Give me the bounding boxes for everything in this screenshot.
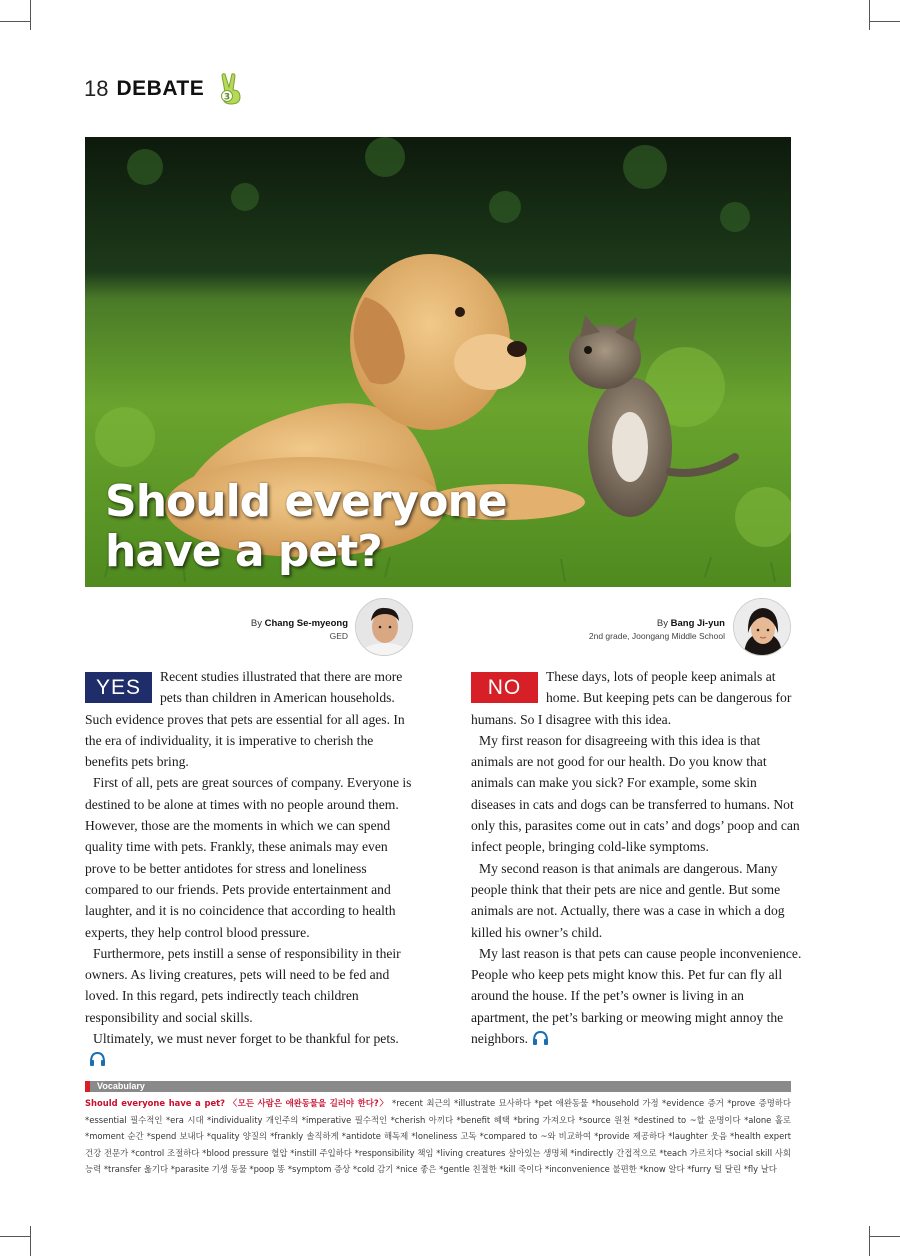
no-paragraph: My second reason is that animals are dangerous. Many people think that their pets are nice and gentle. But some animals are not. Actually, there was a case in which a dog killed his owner’s child. [471, 860, 785, 940]
no-paragraph-text: My last reason is that pets can cause people inconvenience. People who keep pets might know this. Pet fur can fly all around the house. If the pet’s owner is living in an apartment, the pet’s barking or meowing might annoy the neighbors. [471, 945, 802, 1047]
vocabulary-label: Vocabulary [97, 1081, 145, 1091]
yes-paragraph-text: Ultimately, we must never forget to be thankful for pets. [93, 1031, 399, 1047]
crop-mark [30, 0, 31, 30]
no-paragraph-last [471, 943, 803, 1049]
crop-mark [870, 1236, 900, 1237]
yes-byline [251, 618, 348, 641]
no-byline [589, 618, 725, 641]
author-name: Chang Se-myeong [264, 618, 348, 629]
no-tag: NO [471, 672, 538, 703]
author-name: Bang Ji-yun [670, 618, 725, 629]
badge-number: 3 [224, 92, 231, 103]
avatar [355, 598, 413, 656]
crop-mark [0, 1236, 30, 1237]
vocabulary-headline: Should everyone have a pet? 〈모든 사람은 애완동물을 길러야 한다?〉 [85, 1098, 389, 1108]
avatar [733, 598, 791, 656]
yes-paragraph: First of all, pets are great sources of company. Everyone is destined to be alone at times with no people around them. However, those are the moments in which we can spend quality time with pets. Frankly, these animals may even prove to be better antidotes for stress and loneliness compared to our friends. Pets provide entertainment and laughter, and it is no coincidence that according to health experts, they help control blood pressure. [85, 775, 412, 940]
yes-paragraph: Furthermore, pets instill a sense of responsibility in their owners. As living creatures, pets will need to be fed and loved. In this regard, pets indirectly teach children responsibility and social skills. [85, 945, 401, 1025]
article-title [105, 477, 507, 577]
section-title: DEBATE [116, 77, 205, 100]
peace-hand-icon [216, 72, 246, 106]
crop-mark [869, 0, 870, 30]
title-line-2: have a pet? [105, 526, 382, 577]
vocabulary-body: *recent 최근의 *illustrate 묘사하다 *pet 애완동물 *household 가정 *evidence 증거 *prove 증명하다 *essential 필수적인 *era 시대 *individuality 개인주의 *imperative 필수적인 *cherish 아끼다 *benefit 혜택 *bring 가져오다 *source 원천 *destined to ~할 운명이다 *alone 홀로 *moment 순간 *spend 보내다 *quality 양질의 *frankly 솔직하게 *antidote 해독제 *loneliness 고독 *compared to ~와 비교하여 *provide 제공하다 *laughter 웃음 *health expert 건강 전문가 *control 조절하다 *blood pressure 혈압 *instill 주입하다 *responsibility 책임 *living creatures 살아있는 생명체 *indirectly 간접적으로 *teach 가르치다 *social skill 사회능력 *transfer 옮기다 *parasite 기생 동물 *poop 똥 *symptom 증상 *cold 감기 *nice 좋은 *gentle 친절한 *kill 죽이다 *inconvenience 불편한 *know 알다 *furry 털 달린 *fly 날다 [85, 1098, 791, 1175]
no-paragraph: My first reason for disagreeing with this idea is that animals are not good for our health. Do you know that animals can make you sick? For example, some skin diseases in cats and dogs can be transferred to humans. Not only this, parasites come out in cats’ and dogs’ poop and can infect people, bringing cold-like symptoms. [471, 732, 800, 855]
crop-mark [30, 1226, 31, 1256]
no-column [471, 666, 803, 1049]
byline-prefix: By [250, 618, 262, 629]
headphones-icon [89, 1051, 106, 1066]
vocabulary-text [85, 1095, 791, 1178]
no-paragraph: These days, lots of people keep animals at home. But keeping pets can be dangerous for humans. So I disagree with this idea. [471, 669, 792, 727]
byline-prefix: By [656, 618, 668, 629]
headphones-icon [532, 1030, 549, 1045]
page-number: 18 [84, 76, 109, 101]
vocabulary-bar [85, 1081, 791, 1092]
crop-mark [0, 21, 30, 22]
crop-mark [869, 1226, 870, 1256]
yes-column [85, 666, 417, 1071]
yes-paragraph-last [85, 1028, 417, 1071]
title-line-1: Should everyone [105, 476, 507, 527]
vocabulary-marker [85, 1081, 90, 1092]
author-affiliation: GED [329, 631, 348, 641]
yes-paragraph: Recent studies illustrated that there are more pets than children in American households. Such evidence proves that pets are essential for all ages. In the era of individuality, it is imperative to cherish the benefits pets bring. [85, 669, 405, 770]
crop-mark [870, 21, 900, 22]
yes-tag: YES [85, 672, 152, 703]
author-affiliation: 2nd grade, Joongang Middle School [588, 631, 725, 641]
page-header [84, 72, 246, 106]
hero-photo [85, 137, 791, 587]
